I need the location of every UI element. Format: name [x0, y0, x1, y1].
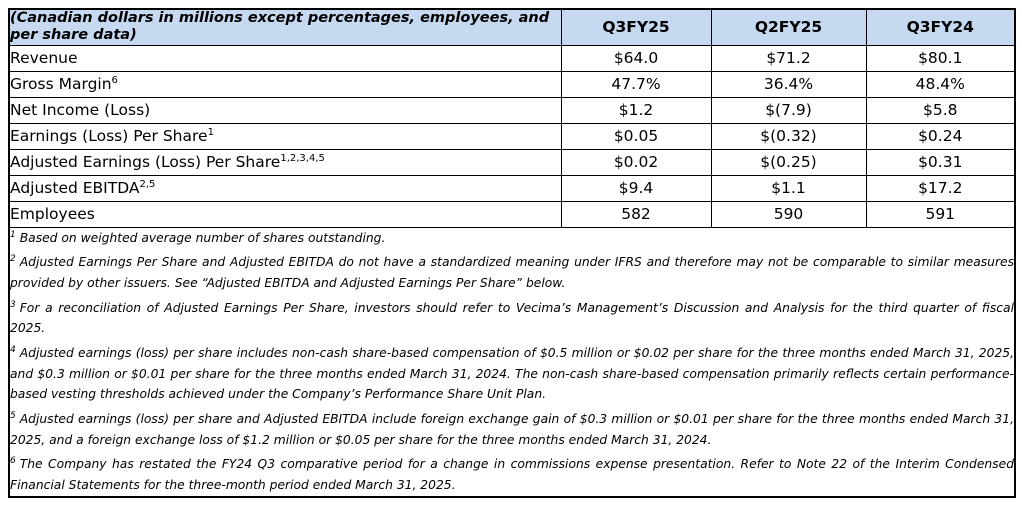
row-label-text: Adjusted EBITDA: [10, 179, 140, 198]
footnote-2: [10, 252, 1014, 293]
row-label-employees: [9, 201, 561, 227]
cell-revenue-q2fy25: $71.2: [711, 45, 866, 71]
table-row-employees: [9, 201, 1015, 227]
cell-net-income-q3fy24: $5.8: [866, 97, 1015, 123]
row-label-text: Gross Margin: [10, 75, 112, 94]
footnote-number: 2: [10, 254, 16, 265]
footnote-4: [10, 343, 1014, 405]
cell-employees-q3fy25: 582: [561, 201, 711, 227]
row-label-adjusted-eps: [9, 149, 561, 175]
cell-adjusted-ebitda-q3fy25: $9.4: [561, 175, 711, 201]
cell-adjusted-ebitda-q2fy25: $1.1: [711, 175, 866, 201]
cell-adjusted-eps-q3fy25: $0.02: [561, 149, 711, 175]
footnote-text: The Company has restated the FY24 Q3 comparative period for a change in commissions expense presentation. Refer to Note 22 of the Interim Condensed Financial Statements for the three-month period ended March 31, 2025.: [10, 457, 1014, 492]
cell-employees-q2fy25: 590: [711, 201, 866, 227]
cell-revenue-q3fy25: $64.0: [561, 45, 711, 71]
footnote-ref: 1,2,3,4,5: [280, 153, 325, 165]
row-label-text: Earnings (Loss) Per Share: [10, 127, 208, 146]
footnote-ref: 2,5: [139, 179, 156, 191]
table-caption-label: (Canadian dollars in millions except percentages, employees, and per share data): [9, 9, 561, 45]
row-label-text: Adjusted Earnings (Loss) Per Share: [10, 153, 281, 172]
footnote-text: Based on weighted average number of shares outstanding.: [19, 230, 386, 245]
table-footnotes-row: [9, 227, 1015, 496]
table-row-revenue: [9, 45, 1015, 71]
column-header-q3fy24: Q3FY24: [866, 9, 1015, 45]
column-header-q2fy25: Q2FY25: [711, 9, 866, 45]
cell-eps-q3fy25: $0.05: [561, 123, 711, 149]
footnote-5: [10, 409, 1014, 450]
footnote-text: Adjusted Earnings Per Share and Adjusted EBITDA do not have a standardized meaning under IFRS and therefore may not be comparable to similar measures provided by other issuers. See “Adjusted EBITDA and Adjusted Earnings Per Share” below.: [10, 255, 1014, 291]
table-row-net-income: [9, 97, 1015, 123]
footnote-number: 1: [10, 229, 16, 240]
table-row-adjusted-ebitda: [9, 175, 1015, 201]
row-label-net-income: [9, 97, 561, 123]
cell-revenue-q3fy24: $80.1: [866, 45, 1015, 71]
row-label-gross-margin: [9, 71, 561, 97]
cell-net-income-q2fy25: $(7.9): [711, 97, 866, 123]
footnote-number: 6: [10, 456, 16, 467]
footnote-ref: 1: [207, 127, 214, 139]
column-header-q3fy25: Q3FY25: [561, 9, 711, 45]
footnote-text: Adjusted earnings (loss) per share and Adjusted EBITDA include foreign exchange gain of $0.3 million or $0.01 per share for the three months ended March 31, 2025, and a foreign exchange loss of $1.2 million or $0.05 per share for the three months ended March 31, 2024.: [10, 412, 1014, 447]
financial-summary-table: [8, 8, 1016, 498]
row-label-adjusted-ebitda: [9, 175, 561, 201]
cell-employees-q3fy24: 591: [866, 201, 1015, 227]
cell-net-income-q3fy25: $1.2: [561, 97, 711, 123]
footnote-3: [10, 298, 1014, 339]
cell-gross-margin-q2fy25: 36.4%: [711, 71, 866, 97]
row-label-text: Net Income (Loss): [10, 101, 151, 120]
row-label-text: Employees: [10, 205, 95, 224]
cell-adjusted-eps-q3fy24: $0.31: [866, 149, 1015, 175]
cell-gross-margin-q3fy25: 47.7%: [561, 71, 711, 97]
row-label-text: Revenue: [10, 49, 78, 68]
footnote-1: [10, 228, 1014, 249]
footnote-number: 5: [10, 410, 16, 421]
footnote-text: For a reconciliation of Adjusted Earnings Per Share, investors should refer to Vecima’s Management’s Discussion and Analysis for the third quarter of fiscal 2025.: [10, 300, 1014, 336]
table-header-row: [9, 9, 1015, 45]
cell-adjusted-ebitda-q3fy24: $17.2: [866, 175, 1015, 201]
row-label-revenue: [9, 45, 561, 71]
footnote-text: Adjusted earnings (loss) per share includes non-cash share-based compensation of $0.5 million or $0.02 per share for the three months ended March 31, 2025, and $0.3 million or $0.01 per share for the three months ended March 31, 2024. The non-cash share-based compensation primarily reflects certain performance-based vesting thresholds achieved under the Company’s Performance Share Unit Plan.: [10, 346, 1014, 402]
footnote-6: [10, 454, 1014, 495]
cell-eps-q2fy25: $(0.32): [711, 123, 866, 149]
cell-adjusted-eps-q2fy25: $(0.25): [711, 149, 866, 175]
table-row-eps: [9, 123, 1015, 149]
footnote-number: 4: [10, 344, 16, 355]
footnotes-section: [9, 227, 1015, 496]
table-row-adjusted-eps: [9, 149, 1015, 175]
row-label-eps: [9, 123, 561, 149]
cell-eps-q3fy24: $0.24: [866, 123, 1015, 149]
table-row-gross-margin: [9, 71, 1015, 97]
footnote-number: 3: [10, 299, 16, 310]
footnote-ref: 6: [111, 75, 118, 87]
cell-gross-margin-q3fy24: 48.4%: [866, 71, 1015, 97]
